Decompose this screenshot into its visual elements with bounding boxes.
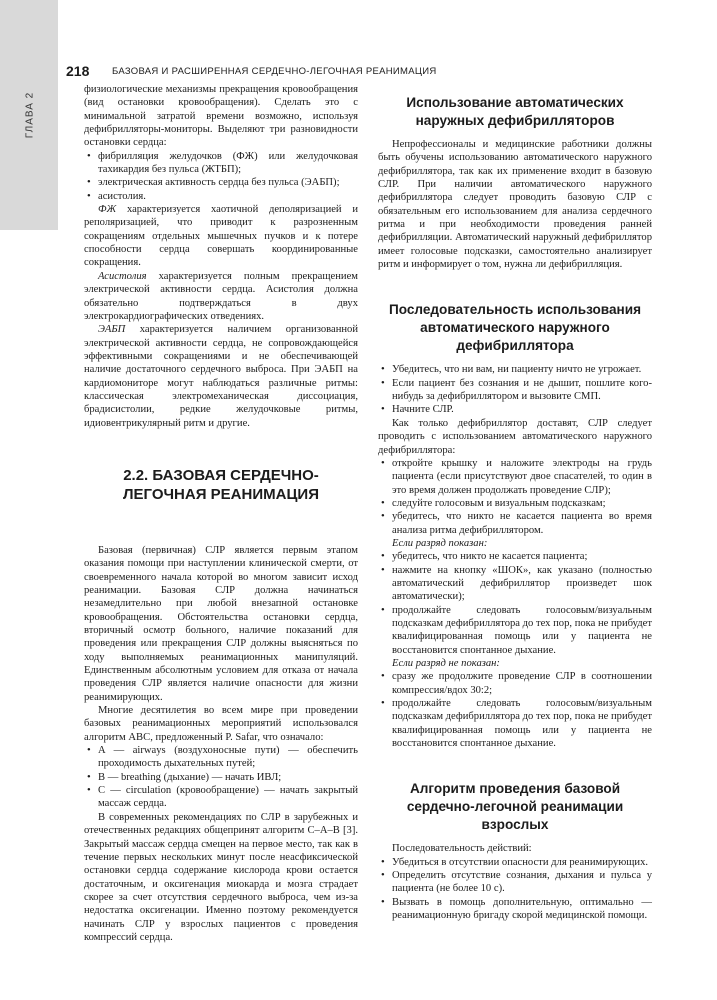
list-item: • асистолия. (84, 190, 358, 203)
left-column (84, 83, 358, 944)
list-item: • Начните СЛР. (378, 403, 652, 416)
list-item: • Если пациент без сознания и не дышит, пошлите кого-нибудь за дефибриллятором и вызовите СМП. (378, 377, 652, 404)
list-item: • A — airways (воздухоносные пути) — обеспечить проходимость дыхательных путей; (84, 744, 358, 771)
term: Асистолия (98, 270, 147, 282)
section-title: 2.2. БАЗОВАЯ СЕРДЕЧНО-ЛЕГОЧНАЯ РЕАНИМАЦИЯ (123, 466, 319, 503)
paragraph: ЭАБП характеризуется наличием организованной электрической активности сердца, не сопровождающейся эффективными сокращениями и не обеспечивающей наличие достаточного сердечного выброса. При ЭАБП на кардиомониторе могут наблюдаться различные ритмы: классическая электромеханическая диссоциация, брадисистолии, редкие желудочковые ритмы, идиовентрикулярный ритм и другие. (84, 324, 358, 429)
chapter-tab (0, 0, 58, 230)
list-item: • следуйте голосовым и визуальным подсказкам; (378, 497, 652, 510)
abc-list (84, 744, 358, 811)
list-item: • Убедиться в отсутствии опасности для реанимирующих. (378, 856, 652, 869)
term: ЭАБП (98, 324, 126, 336)
list-item: • продолжайте следовать голосовым/визуальным подсказкам дефибриллятора до тех пор, пока не прибудет квалифицированная помощь или у пациента не восстановится спонтанное дыхание. (378, 604, 652, 657)
aed-steps-list (378, 363, 652, 416)
list-item: • продолжайте следовать голосовым/визуальным подсказкам дефибриллятора до тех пор, пока не прибудет квалифицированная помощь или у пациента не восстановится спонтанное дыхание. (378, 697, 652, 750)
paragraph: Базовая (первичная) СЛР является первым этапом оказания помощи при наступлении клинической смерти, от своевременного начала которой во многом зависит исход реанимации. Базовая СЛР должна начинаться незамедлительно при любой внезапной остановке кровообращения. Обстоятельства остановки сердца, вторичный осмотр больного, наличие показаний для проведения или прекращения СЛР должны выясняться по ходу выполняемых реанимационных манипуляций. Единственным абсолютным условием для отказа от начала проведения СЛР является наличие опасности для жизни реанимирующих. (84, 544, 358, 703)
paragraph: физиологические механизмы прекращения кровообращения (вид остановки кровообращения). Сделать это с минимальной затратой времени возможно, используя дефибрилляторы-мониторы. Выделяют три разновидности остановки сердца: (84, 84, 358, 149)
list-item: • убедитесь, что никто не касается пациента; (378, 550, 652, 563)
page-header (66, 63, 666, 83)
subsection-title: Использование автоматических наружных дефибрилляторов (406, 95, 624, 128)
list-item: • нажмите на кнопку «ШОК», как указано (полностью автоматический дефибриллятор произведет шок автоматически); (378, 564, 652, 604)
list-item: • Определить отсутствие сознания, дыхания и пульса у пациента (не более 10 с). (378, 869, 652, 896)
subsection-title: Последовательность использования автоматического наружного дефибриллятора (388, 302, 642, 354)
paragraph: Многие десятилетия во всем мире при проведении базовых реанимационных мероприятий использовался алгоритм ABC, предложенный P. Safar, что означало: (84, 705, 358, 743)
list-item: • убедитесь, что никто не касается пациента во время анализа ритма дефибриллятором. (378, 510, 652, 537)
paragraph: В современных рекомендациях по СЛР в зарубежных и отечественных редакциях общепринят алгоритм C–A–B [3]. Закрытый массаж сердца смещен на первое место, так как в течение первых нескольких минут после неасфиксической остановки сердца содержание кислорода крови остается достаточным, и оксигенация миокарда и мозга страдает скорее за счет отсутствия сердечного выброса, чем из-за недостатка оксигенации. Именно поэтому рекомендуется начинать СЛР у взрослых пациентов с проведения компрессий сердца. (84, 811, 358, 943)
list-item: • Вызвать в помощь дополнительную, оптимально — реанимационную бригаду скорой медицинской помощи. (378, 896, 652, 923)
arrest-types-list (84, 150, 358, 203)
subsection-title: Алгоритм проведения базовой сердечно-легочной реанимации взрослых (406, 781, 624, 833)
no-shock-list (378, 670, 652, 750)
bls-steps-list (378, 856, 652, 923)
right-column (378, 83, 652, 922)
paragraph: Асистолия характеризуется полным прекращением электрической активности сердца. Асистолия должна обязательно подтверждаться в двух электрокардиографических отведениях. (84, 270, 358, 322)
list-item: • фибрилляция желудочков (ФЖ) или желудочковая тахикардия без пульса (ЖТБП); (84, 150, 358, 177)
list-item: • B — breathing (дыхание) — начать ИВЛ; (84, 771, 358, 784)
paragraph: Последовательность действий: (392, 843, 532, 855)
paragraph: ФЖ характеризуется хаотичной деполяризацией и реполяризацией, что приводит к разрозненным сокращениям отдельных мышечных пучков и к потере способности сердца совершать координированные сокращения. (84, 204, 358, 269)
list-item: • C — circulation (кровообращение) — начать закрытый массаж сердца. (84, 784, 358, 811)
shock-list (378, 550, 652, 657)
running-title: БАЗОВАЯ И РАСШИРЕННАЯ СЕРДЕЧНО-ЛЕГОЧНАЯ РЕАНИМАЦИЯ (112, 66, 437, 77)
chapter-label: ГЛАВА 2 (24, 91, 36, 139)
term: ФЖ (98, 204, 117, 216)
list-item: • откройте крышку и наложите электроды на грудь пациента (если присутствуют двое спасателей, то один в это время должен продолжать проведение СЛР); (378, 457, 652, 497)
list-item: • электрическая активность сердца без пульса (ЭАБП); (84, 176, 358, 189)
page-number: 218 (66, 63, 90, 79)
list-item: • Убедитесь, что ни вам, ни пациенту ничто не угрожает. (378, 363, 652, 376)
list-item: • сразу же продолжите проведение СЛР в соотношении компрессия/вдох 30:2; (378, 670, 652, 697)
shock-indicated-label: Если разряд показан: (392, 537, 488, 549)
paragraph: Как только дефибриллятор доставят, СЛР следует проводить с использованием автоматического наружного дефибриллятора: (378, 417, 652, 456)
no-shock-label: Если разряд не показан: (392, 658, 500, 669)
aed-usage-list (378, 457, 652, 537)
paragraph: Непрофессионалы и медицинские работники должны быть обучены использованию автоматического наружного дефибриллятора, так как их применение входит в базовую СЛР. При наличии автоматического наружного дефибриллятора следует проводить базовую СЛР с обязательным его использованием для анализа сердечного ритма и при необходимости проведения ранней дефибрилляции. Автоматический наружный дефибриллятор имеет голосовые подсказки, самостоятельно анализирует ритм и информирует о том, нужна ли дефибрилляция. (378, 139, 652, 271)
